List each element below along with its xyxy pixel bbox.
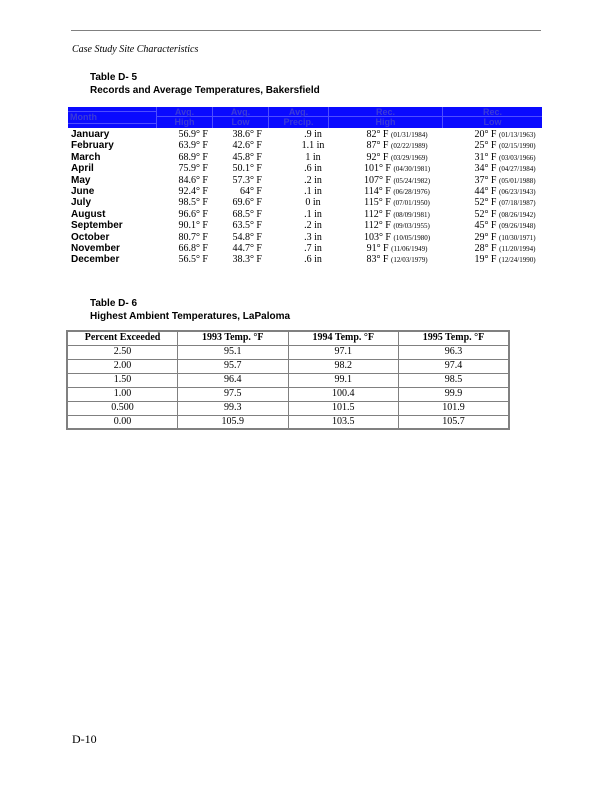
cell-1993-temp: 97.5 (178, 387, 288, 401)
cell-avg-high: 56.5° F (178, 254, 208, 266)
cell-1995-temp: 101.9 (399, 401, 510, 415)
cell-avg-high: 56.9° F (178, 129, 208, 140)
rec-low-date: (03/03/1966) (499, 153, 536, 162)
table-d6-header-row (67, 331, 509, 345)
cell-rec-low: 29° F (10/30/1971) (474, 231, 536, 243)
table-row (67, 373, 509, 387)
cell-1995-temp: 97.4 (399, 359, 510, 373)
cell-rec-high: 92° F (03/29/1969) (366, 151, 428, 163)
cell-avg-low: 38.6° F (232, 129, 262, 140)
cell-1994-temp: 99.1 (288, 373, 398, 387)
cell-rec-low: 19° F (12/24/1990) (474, 254, 536, 266)
rec-low-date: (11/20/1994) (499, 244, 536, 253)
table-d6-caption (90, 297, 290, 323)
cell-avg-high: 96.6° F (178, 208, 208, 220)
cell-avg-precip: 1 in (305, 151, 321, 163)
page-number: D-10 (72, 732, 97, 746)
header-rule (71, 30, 541, 31)
rec-high-date: (09/03/1955) (393, 222, 430, 231)
table-d5-header (68, 107, 542, 128)
cell-1995-temp: 99.9 (399, 387, 510, 401)
cell-1994-temp: 101.5 (288, 401, 398, 415)
cell-avg-low: 45.8° F (232, 151, 262, 163)
cell-rec-high: 115° F (07/01/1950) (364, 197, 430, 209)
cell-rec-low: 20° F (01/13/1963) (474, 129, 536, 140)
cell-month: May (71, 174, 91, 186)
cell-rec-low: 25° F (02/15/1990) (474, 140, 536, 152)
cell-avg-low: 42.6° F (232, 140, 262, 152)
cell-rec-high: 112° F (09/03/1955) (364, 220, 430, 232)
cell-rec-low: 28° F (11/20/1994) (474, 242, 536, 254)
table-d5-title: Records and Average Temperatures, Bakersfield (90, 85, 320, 96)
rec-high-date: (02/22/1989) (391, 142, 428, 151)
table-row (68, 175, 542, 186)
cell-month: September (71, 220, 123, 232)
cell-rec-high: 83° F (12/03/1979) (366, 254, 428, 266)
cell-percent-exceeded: 1.50 (67, 373, 178, 387)
cell-avg-high: 68.9° F (178, 151, 208, 163)
cell-1993-temp: 95.7 (178, 359, 288, 373)
table-row (68, 232, 542, 243)
header-1995-temp: 1995 Temp. °F (399, 331, 510, 345)
cell-avg-high: 84.6° F (178, 174, 208, 186)
table-row (68, 152, 542, 163)
cell-rec-low: 45° F (09/26/1948) (474, 220, 536, 232)
cell-avg-high: 75.9° F (178, 163, 208, 175)
rec-high-date: (03/29/1969) (391, 153, 428, 162)
table-row (67, 387, 509, 401)
rec-low-date: (05/01/1988) (499, 176, 536, 185)
cell-avg-precip: .7 in (304, 242, 322, 254)
table-d5 (68, 107, 542, 266)
cell-avg-low: 63.5° F (232, 220, 262, 232)
header-1993-temp: 1993 Temp. °F (178, 331, 288, 345)
cell-rec-high: 114° F (06/28/1976) (364, 185, 430, 197)
cell-avg-precip: .2 in (304, 174, 322, 186)
cell-percent-exceeded: 2.50 (67, 345, 178, 359)
header-1994-temp: 1994 Temp. °F (288, 331, 398, 345)
rec-low-date: (08/26/1942) (499, 210, 536, 219)
rec-high-date: (11/06/1949) (391, 244, 428, 253)
running-header: Case Study Site Characteristics (72, 44, 199, 55)
cell-percent-exceeded: 2.00 (67, 359, 178, 373)
cell-1995-temp: 96.3 (399, 345, 510, 359)
header-percent-exceeded: Percent Exceeded (67, 331, 178, 345)
cell-avg-high: 90.1° F (178, 220, 208, 232)
rec-high-date: (01/31/1984) (391, 131, 428, 139)
cell-1993-temp: 99.3 (178, 401, 288, 415)
cell-rec-high: 87° F (02/22/1989) (366, 140, 428, 152)
cell-avg-low: 50.1° F (232, 163, 262, 175)
cell-rec-low: 52° F (08/26/1942) (474, 208, 536, 220)
cell-month: April (71, 163, 94, 175)
cell-avg-low: 69.6° F (232, 197, 262, 209)
cell-avg-high: 63.9° F (178, 140, 208, 152)
cell-rec-high: 103° F (10/05/1980) (363, 231, 431, 243)
cell-1994-temp: 97.1 (288, 345, 398, 359)
table-d6-number: Table D- 6 (90, 298, 138, 309)
cell-1993-temp: 96.4 (178, 373, 288, 387)
cell-avg-precip: .3 in (304, 231, 322, 243)
cell-month: November (71, 242, 120, 254)
cell-month: October (71, 231, 110, 243)
table-d6 (66, 330, 510, 430)
rec-low-date: (02/15/1990) (499, 142, 536, 151)
cell-1994-temp: 100.4 (288, 387, 398, 401)
cell-1994-temp: 98.2 (288, 359, 398, 373)
cell-avg-precip: .6 in (304, 163, 322, 175)
rec-high-date: (12/03/1979) (391, 256, 428, 265)
cell-month: June (71, 185, 95, 197)
cell-rec-low: 52° F (07/18/1987) (474, 197, 536, 209)
cell-rec-high: 91° F (11/06/1949) (366, 242, 428, 254)
cell-1993-temp: 95.1 (178, 345, 288, 359)
table-row (67, 359, 509, 373)
table-row (68, 209, 542, 220)
rec-low-date: (06/23/1943) (499, 187, 536, 196)
rec-high-date: (05/24/1982) (393, 176, 431, 185)
cell-month: December (71, 254, 120, 266)
cell-avg-low: 38.3° F (232, 254, 262, 266)
cell-rec-high: 112° F (08/09/1981) (364, 208, 430, 220)
cell-rec-high: 82° F (01/31/1984) (366, 129, 428, 140)
table-d6-body (67, 345, 509, 429)
table-row (68, 220, 542, 231)
cell-month: August (71, 208, 106, 220)
table-row (68, 197, 542, 208)
cell-avg-high: 98.5° F (178, 197, 208, 209)
table-d5-caption (90, 71, 320, 97)
cell-percent-exceeded: 1.00 (67, 387, 178, 401)
table-row (68, 243, 542, 254)
cell-avg-high: 66.8° F (178, 242, 208, 254)
rec-low-date: (10/30/1971) (499, 233, 536, 242)
rec-low-date: (07/18/1987) (499, 199, 536, 208)
table-row (67, 345, 509, 359)
cell-month: February (71, 140, 114, 152)
cell-avg-precip: .2 in (304, 220, 322, 232)
rec-low-date: (09/26/1948) (499, 222, 536, 231)
cell-avg-low: 54.8° F (232, 231, 262, 243)
rec-high-date: (10/05/1980) (393, 233, 431, 242)
rec-high-date: (04/30/1981) (393, 165, 431, 174)
cell-avg-precip: .9 in (304, 129, 322, 140)
cell-month: January (71, 129, 110, 140)
header-month: Month (68, 107, 156, 128)
cell-avg-high: 80.7° F (178, 231, 208, 243)
cell-percent-exceeded: 0.500 (67, 401, 178, 415)
cell-1995-temp: 105.7 (399, 415, 510, 429)
table-row (67, 415, 509, 429)
table-row (68, 140, 542, 151)
cell-rec-low: 34° F (04/27/1984) (474, 163, 536, 175)
cell-rec-low: 37° F (05/01/1988) (474, 174, 536, 186)
cell-avg-precip: .6 in (304, 254, 322, 266)
table-d5-body (68, 129, 542, 266)
rec-high-date: (08/09/1981) (393, 210, 430, 219)
header-rec-high: Rec. High (328, 107, 442, 128)
cell-month: March (71, 151, 101, 163)
table-d5-number: Table D- 5 (90, 72, 138, 83)
cell-rec-high: 107° F (05/24/1982) (363, 174, 431, 186)
rec-high-date: (06/28/1976) (393, 187, 430, 196)
cell-rec-high: 101° F (04/30/1981) (363, 163, 431, 175)
table-row (68, 186, 542, 197)
table-row (68, 163, 542, 174)
table-row (67, 401, 509, 415)
cell-avg-low: 57.3° F (232, 174, 262, 186)
cell-avg-precip: .1 in (304, 208, 322, 220)
cell-avg-precip: 0 in (305, 197, 321, 209)
cell-1995-temp: 98.5 (399, 373, 510, 387)
cell-rec-low: 44° F (06/23/1943) (474, 185, 536, 197)
header-rec-low: Rec. Low (442, 107, 542, 128)
cell-avg-high: 92.4° F (178, 185, 208, 197)
header-avg-high: Avg. High (156, 107, 212, 128)
cell-avg-precip: 1.1 in (301, 140, 325, 152)
rec-low-date: (12/24/1990) (499, 256, 536, 265)
rec-low-date: (04/27/1984) (499, 165, 536, 174)
cell-percent-exceeded: 0.00 (67, 415, 178, 429)
rec-low-date: (01/13/1963) (499, 131, 536, 139)
cell-1993-temp: 105.9 (178, 415, 288, 429)
table-d6-title: Highest Ambient Temperatures, LaPaloma (90, 311, 291, 322)
cell-rec-low: 31° F (03/03/1966) (474, 151, 536, 163)
cell-avg-low: 64° F (239, 185, 262, 197)
table-row (68, 254, 542, 265)
table-row (68, 129, 542, 140)
rec-high-date: (07/01/1950) (393, 199, 430, 208)
cell-avg-low: 68.5° F (232, 208, 262, 220)
cell-1994-temp: 103.5 (288, 415, 398, 429)
header-avg-precip: Avg. Precip. (268, 107, 328, 128)
cell-avg-precip: .1 in (304, 185, 322, 197)
header-avg-low: Avg. Low (212, 107, 268, 128)
cell-month: July (71, 197, 92, 209)
cell-avg-low: 44.7° F (232, 242, 262, 254)
